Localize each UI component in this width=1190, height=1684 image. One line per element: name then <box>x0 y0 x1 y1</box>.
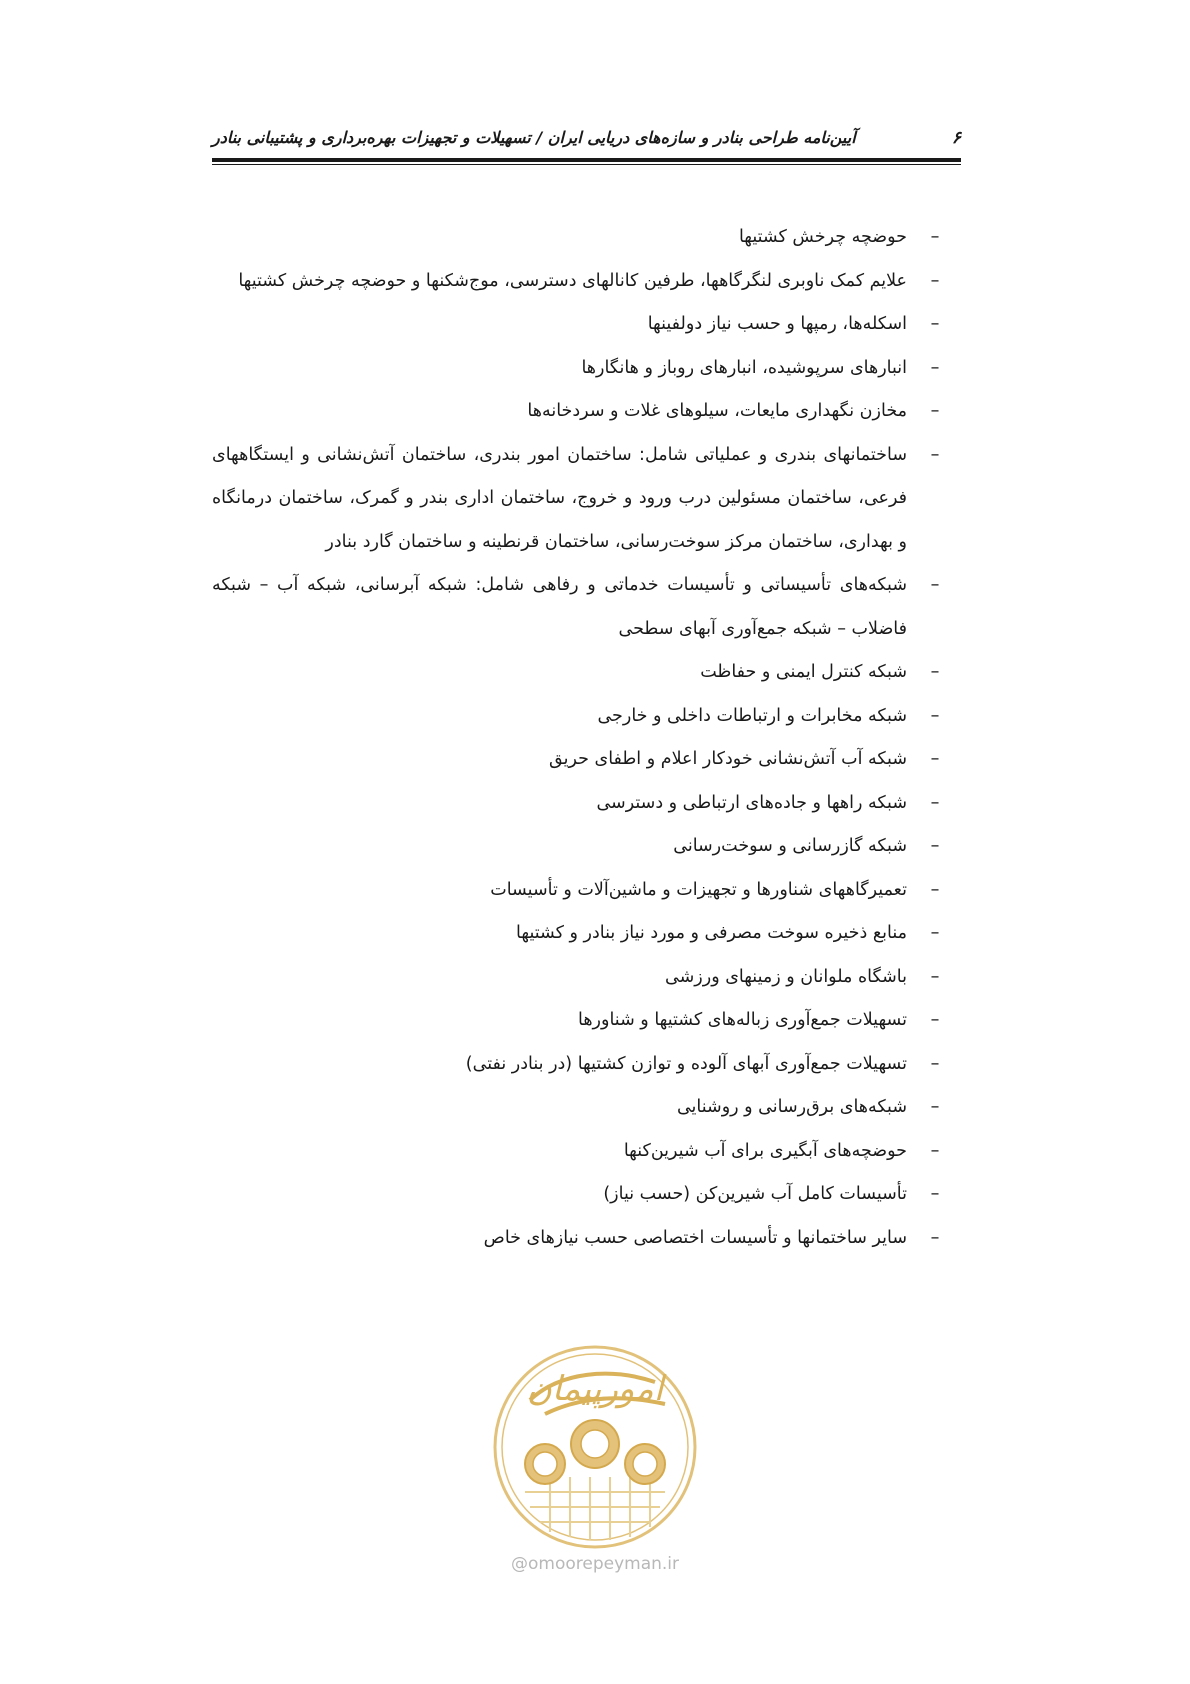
list-bullet: – <box>930 575 940 595</box>
list-item <box>212 260 961 304</box>
list-bullet: – <box>930 792 940 813</box>
list-bullet: – <box>930 227 940 247</box>
list-bullet: – <box>930 749 940 769</box>
list-bullet: – <box>930 1227 940 1248</box>
list-item-text: باشگاه ملوانان و زمینهای ورزشی <box>665 966 907 987</box>
list-item-text: حوضچه چرخش کشتیها <box>738 227 907 247</box>
list-item-text: ساختمانهای بندری و عملیاتی شامل: ساختمان امور بندری، ساختمان آتش‌نشانی و ایستگاههای فرعی، ساختمان مسئولین درب ورود و خروج، ساختمان اداری بندر و گمرک، ساختمان درمانگاه و بهداری، ساختمان مرکز سوخت‌رسانی، ساختمان قرنطینه و ساختمان گارد بنادر <box>212 444 907 552</box>
page-number: ۶ <box>951 128 961 148</box>
list-item <box>212 738 961 782</box>
list-item <box>212 1086 961 1130</box>
list-item-text: تسهیلات جمع‌آوری آبهای آلوده و توازن کشتیها (در بنادر نفتی) <box>465 1053 907 1074</box>
list-item <box>212 956 961 1000</box>
list-item <box>212 434 961 565</box>
list-item <box>212 1173 961 1217</box>
list-item <box>212 564 961 651</box>
list-bullet: – <box>930 1097 940 1117</box>
list-bullet: – <box>930 662 940 682</box>
list-item <box>212 869 961 913</box>
list-item-text: تسهیلات جمع‌آوری زباله‌های کشتیها و شناورها <box>578 1010 907 1030</box>
list-bullet: – <box>930 966 940 987</box>
list-item <box>212 1217 961 1261</box>
list-item-text: حوضچه‌های آبگیری برای آب شیرین‌کنها <box>623 1140 907 1161</box>
list-item-text: شبکه مخابرات و ارتباطات داخلی و خارجی <box>597 705 907 726</box>
watermark-url-text: omoorepeyman.ir <box>527 1554 680 1574</box>
watermark-url <box>490 1554 700 1574</box>
list-item-text: اسکله‌ها، رمپها و حسب نیاز دولفینها <box>647 314 907 334</box>
list-item-text: شبکه‌های برق‌رسانی و روشنایی <box>676 1097 907 1117</box>
list-item <box>212 695 961 739</box>
logo-text: امورپیمان <box>526 1369 664 1409</box>
watermark <box>490 1342 700 1572</box>
list-item <box>212 651 961 695</box>
list-item-text: شبکه کنترل ایمنی و حفاظت <box>700 662 907 682</box>
list-bullet: – <box>930 270 940 291</box>
page-content <box>212 216 961 1260</box>
list-bullet: – <box>930 1140 940 1161</box>
list-item <box>212 1043 961 1087</box>
list-bullet: – <box>930 1184 940 1204</box>
list-bullet: – <box>930 1010 940 1030</box>
list-item-text: انبارهای سرپوشیده، انبارهای روباز و هانگارها <box>581 357 907 378</box>
facilities-list <box>212 216 961 1260</box>
list-bullet: – <box>930 705 940 726</box>
list-bullet: – <box>930 444 940 465</box>
list-item-text: سایر ساختمانها و تأسیسات اختصاصی حسب نیازهای خاص <box>483 1227 907 1248</box>
list-item-text: علایم کمک ناوبری لنگرگاهها، طرفین کانالهای دسترسی، موج‌شکنها و حوضچه چرخش کشتیها <box>238 270 907 291</box>
list-item-text: مخازن نگهداری مایعات، سیلوهای غلات و سردخانه‌ها <box>527 401 907 421</box>
list-item-text: شبکه گازرسانی و سوخت‌رسانی <box>673 836 907 856</box>
list-item-text: شبکه آب آتش‌نشانی خودکار اعلام و اطفای حریق <box>549 749 907 769</box>
list-bullet: – <box>930 1053 940 1074</box>
list-item <box>212 912 961 956</box>
header-rule-thin <box>212 164 961 165</box>
list-bullet: – <box>930 879 940 900</box>
list-bullet: – <box>930 836 940 856</box>
list-item <box>212 1130 961 1174</box>
list-item <box>212 216 961 260</box>
list-bullet: – <box>930 314 940 334</box>
list-item <box>212 390 961 434</box>
list-item <box>212 999 961 1043</box>
list-bullet: – <box>930 357 940 378</box>
list-item <box>212 303 961 347</box>
seal-logo-icon <box>490 1342 700 1552</box>
running-title: آیین‌نامه طراحی بنادر و سازه‌های دریایی ایران / تسهیلات و تجهیزات بهره‌برداری و پشتیبانی بنادر <box>212 128 856 147</box>
list-bullet: – <box>930 923 940 943</box>
list-item-text: تعمیرگاههای شناورها و تجهیزات و ماشین‌آلات و تأسیسات <box>490 879 907 900</box>
list-item-text: منابع ذخیره سوخت مصرفی و مورد نیاز بنادر و کشتیها <box>516 923 907 943</box>
list-item-text: شبکه راهها و جاده‌های ارتباطی و دسترسی <box>596 792 907 813</box>
list-bullet: – <box>930 401 940 421</box>
list-item <box>212 347 961 391</box>
at-icon: @ <box>510 1554 528 1574</box>
list-item-text: تأسیسات کامل آب شیرین‌کن (حسب نیاز) <box>603 1184 907 1204</box>
list-item <box>212 825 961 869</box>
header-row <box>212 128 961 158</box>
page-header <box>212 128 961 165</box>
list-item <box>212 782 961 826</box>
list-item-text: شبکه‌های تأسیساتی و تأسیسات خدماتی و رفاهی شامل: شبکه آبرسانی، شبکه آب – شبکه فاضلاب – شبکه جمع‌آوری آبهای سطحی <box>212 575 907 639</box>
